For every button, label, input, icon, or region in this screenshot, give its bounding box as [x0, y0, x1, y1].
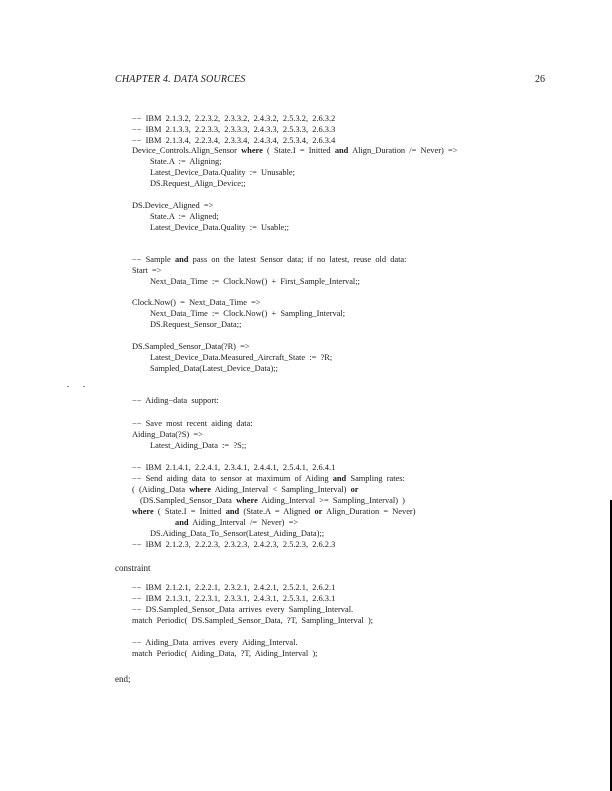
- code-line: −− IBM 2.1.4.1, 2.2.4.1, 2.3.4.1, 2.4.4.1, 2.5.4.1, 2.6.4.1: [132, 463, 336, 472]
- code-line: −− IBM 2.1.3.4, 2.2.3.4, 2.3.3.4, 2.4.3.4, 2.5.3.4, 2.6.3.4: [132, 136, 336, 145]
- code-line: −− IBM 2.1.3.1, 2.2.3.1, 2.3.3.1, 2.4.3.1, 2.5.3.1, 2.6.3.1: [132, 594, 336, 603]
- code-line: Next_Data_Time := Clock.Now() + First_Sample_Interval;;: [150, 277, 360, 286]
- code-line: −− Aiding_Data arrives every Aiding_Interval.: [132, 638, 298, 647]
- code-line: Clock.Now() = Next_Data_Time =>: [132, 298, 261, 307]
- code-line: Next_Data_Time := Clock.Now() + Sampling_Interval;: [150, 309, 346, 318]
- section-keyword-constraint: constraint: [115, 563, 151, 573]
- code-line: Latest_Device_Data.Quality := Usable;;: [150, 223, 289, 232]
- page-number: 26: [535, 74, 545, 85]
- code-line: DS.Request_Sensor_Data;;: [150, 320, 242, 329]
- code-line: Device_Controls.Align_Sensor where ( State.I = Initted and Align_Duration /= Never) =>: [132, 146, 458, 155]
- code-line: ( (Aiding_Data where Aiding_Interval < Sampling_Interval) or: [132, 485, 359, 494]
- code-line: −− Aiding−data support:: [132, 396, 219, 405]
- code-line: State.A := Aligning;: [150, 157, 222, 166]
- scan-speck: [83, 386, 85, 387]
- code-line: (DS.Sampled_Sensor_Data where Aiding_Interval >= Sampling_Interval) ): [140, 496, 405, 505]
- code-line: Latest_Aiding_Data := ?S;;: [150, 441, 247, 450]
- code-line: −− IBM 2.1.2.1, 2.2.2.1, 2.3.2.1, 2.4.2.1, 2.5.2.1, 2.6.2.1: [132, 583, 336, 592]
- code-line: DS.Device_Aligned =>: [132, 201, 214, 210]
- chapter-title: CHAPTER 4. DATA SOURCES: [115, 74, 246, 85]
- code-line: match Periodic( DS.Sampled_Sensor_Data, ?T, Sampling_Interval );: [132, 616, 374, 625]
- code-line: Latest_Device_Data.Quality := Unusable;: [150, 168, 295, 177]
- code-line: Aiding_Data(?S) =>: [132, 430, 203, 439]
- code-line: Start =>: [132, 266, 162, 275]
- code-line: DS.Sampled_Sensor_Data(?R) =>: [132, 342, 250, 351]
- code-line: match Periodic( Aiding_Data, ?T, Aiding_Interval );: [132, 649, 318, 658]
- code-line: Sampled_Data(Latest_Device_Data);;: [150, 364, 278, 373]
- code-line: −− Save most recent aiding data:: [132, 419, 253, 428]
- code-line: Latest_Device_Data.Measured_Aircraft_State := ?R;: [150, 353, 333, 362]
- code-line: −− IBM 2.1.3.3, 2.2.3.3, 2.3.3.3, 2.4.3.3, 2.5.3.3, 2.6.3.3: [132, 125, 336, 134]
- code-line: −− DS.Sampled_Sensor_Data arrives every Sampling_Interval.: [132, 605, 354, 614]
- code-line: −− Send aiding data to sensor at maximum of Aiding and Sampling rates:: [132, 474, 405, 483]
- section-keyword-end: end;: [115, 674, 131, 684]
- code-line: −− IBM 2.1.3.2, 2.2.3.2, 2.3.3.2, 2.4.3.2, 2.5.3.2, 2.6.3.2: [132, 114, 336, 123]
- code-line: State.A := Aligned;: [150, 212, 219, 221]
- code-line: DS.Aiding_Data_To_Sensor(Latest_Aiding_Data);;: [150, 529, 325, 538]
- code-line: where ( State.I = Initted and (State.A = Aligned or Align_Duration = Never): [132, 507, 416, 516]
- code-line: −− Sample and pass on the latest Sensor data; if no latest, reuse old data:: [132, 255, 407, 264]
- code-line: −− IBM 2.1.2.3, 2.2.2.3, 2.3.2.3, 2.4.2.3, 2.5.2.3, 2.6.2.3: [132, 540, 336, 549]
- scan-speck: [67, 386, 69, 387]
- code-line: and Aiding_Interval /= Never) =>: [175, 518, 299, 527]
- code-line: DS.Request_Align_Device;;: [150, 179, 246, 188]
